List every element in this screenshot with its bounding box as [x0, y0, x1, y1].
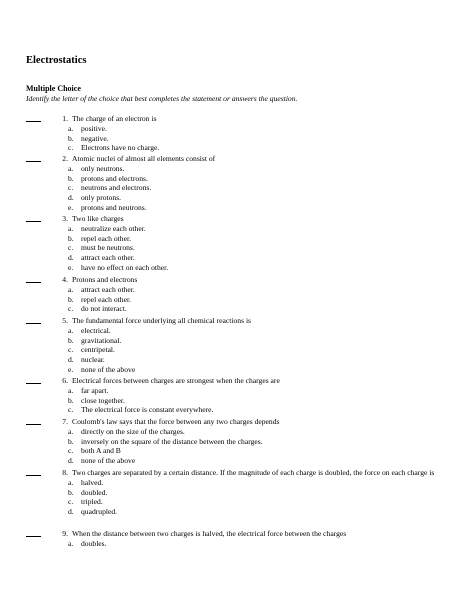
answer-choice [68, 355, 456, 365]
choice-letter: b. [68, 395, 74, 405]
choice-text: halved. [81, 477, 104, 487]
choice-letter: c. [68, 446, 74, 456]
choice-letter: b. [68, 487, 74, 497]
choice-text: neutrons and electrons. [81, 183, 152, 193]
answer-choice [68, 488, 456, 498]
choice-text: repel each other. [81, 233, 131, 243]
answer-blank[interactable] [26, 114, 41, 122]
choice-text: The electrical force is constant everywhere. [81, 405, 214, 415]
choice-letter: e. [68, 202, 74, 212]
choice-text: negative. [81, 133, 109, 143]
choice-text: protons and neutrons. [81, 202, 147, 212]
answer-choice [68, 174, 456, 184]
answer-blank[interactable] [26, 376, 41, 384]
question-stem: The fundamental force underlying all chemical reactions is [72, 316, 252, 325]
question-stem-row [26, 275, 456, 285]
answer-blank[interactable] [26, 529, 41, 537]
answer-choice [68, 203, 456, 213]
choice-letter: b. [68, 436, 74, 446]
choice-letter: c. [68, 143, 74, 153]
answer-choice [68, 497, 456, 507]
choice-letter: b. [68, 133, 74, 143]
answer-choice [68, 193, 456, 203]
question-number: 2. [62, 154, 68, 163]
choice-text: far apart. [81, 385, 109, 395]
answer-choice [68, 507, 456, 517]
answer-choice [68, 285, 456, 295]
question-number: 6. [62, 376, 68, 385]
choice-letter: e. [68, 262, 74, 272]
choice-text: tripled. [81, 497, 103, 507]
question-3 [26, 214, 456, 273]
choice-letter: b. [68, 294, 74, 304]
choice-text: do not interact. [81, 304, 127, 314]
choice-letter: c. [68, 183, 74, 193]
choice-letter: d. [68, 456, 74, 466]
choice-text: attract each other. [81, 284, 135, 294]
choice-text: must be neutrons. [81, 243, 135, 253]
question-stem: Two like charges [72, 214, 124, 223]
choice-letter: b. [68, 173, 74, 183]
answer-choice [68, 386, 456, 396]
answer-choice [68, 164, 456, 174]
choice-text: attract each other. [81, 253, 135, 263]
choice-letter: a. [68, 284, 74, 294]
choice-letter: a. [68, 385, 74, 395]
question-stem-row [26, 114, 456, 124]
choice-text: only neutrons. [81, 163, 125, 173]
answer-blank[interactable] [26, 154, 41, 162]
answer-choice [68, 143, 456, 153]
answer-blank[interactable] [26, 214, 41, 222]
question-stem-row [26, 529, 456, 539]
choice-letter: d. [68, 253, 74, 263]
answer-blank[interactable] [26, 468, 41, 476]
question-number: 1. [62, 114, 68, 123]
answer-blank[interactable] [26, 316, 41, 324]
question-number: 3. [62, 214, 68, 223]
question-7 [26, 417, 456, 466]
answer-choice [68, 243, 456, 253]
question-number: 4. [62, 275, 68, 284]
question-number: 9. [62, 529, 68, 538]
question-9 [26, 529, 456, 549]
choice-letter: c. [68, 345, 74, 355]
answer-choice [68, 295, 456, 305]
choice-letter: a. [68, 223, 74, 233]
answer-choice [68, 326, 456, 336]
choice-letter: a. [68, 538, 74, 548]
question-number: 5. [62, 316, 68, 325]
choice-text: centripetal. [81, 345, 115, 355]
choice-letter: d. [68, 355, 74, 365]
question-stem-row [26, 214, 456, 224]
question-stem-row [26, 376, 456, 386]
choice-text: repel each other. [81, 294, 131, 304]
answer-choice [68, 478, 456, 488]
answer-choice [68, 263, 456, 273]
answer-blank[interactable] [26, 275, 41, 283]
choice-text: only protons. [81, 193, 122, 203]
answer-choice [68, 539, 456, 549]
question-number: 7. [62, 417, 68, 426]
question-stem: Coulomb's law says that the force between any two charges depends [72, 417, 280, 426]
section-heading: Multiple Choice [26, 84, 81, 93]
choice-text: directly on the size of the charges. [81, 426, 185, 436]
choice-letter: c. [68, 243, 74, 253]
answer-choice [68, 304, 456, 314]
choice-letter: c. [68, 497, 74, 507]
answer-blank[interactable] [26, 417, 41, 425]
question-stem: Protons and electrons [72, 275, 138, 284]
choice-text: have no effect on each other. [81, 262, 169, 272]
answer-choice [68, 183, 456, 193]
answer-choice [68, 365, 456, 375]
answer-choice [68, 446, 456, 456]
choice-letter: a. [68, 325, 74, 335]
question-2 [26, 154, 456, 213]
question-stem-row [26, 154, 456, 164]
answer-choice [68, 345, 456, 355]
choice-text: gravitational. [81, 335, 122, 345]
choice-letter: d. [68, 193, 74, 203]
answer-choice [68, 427, 456, 437]
choice-letter: c. [68, 304, 74, 314]
choice-letter: b. [68, 233, 74, 243]
answer-choice [68, 234, 456, 244]
choice-letter: a. [68, 163, 74, 173]
question-stem: Two charges are separated by a certain distance. If the magnitude of each charge is doubled, the force on each charge is [72, 468, 435, 477]
question-stem: The charge of an electron is [72, 114, 157, 123]
choice-letter: e. [68, 364, 74, 374]
question-8 [26, 468, 456, 517]
choice-text: neutralize each other. [81, 223, 146, 233]
choice-letter: d. [68, 507, 74, 517]
answer-choice [68, 224, 456, 234]
question-stem-row [26, 468, 456, 478]
question-1 [26, 114, 456, 153]
choice-text: both A and B [81, 446, 121, 456]
question-stem: When the distance between two charges is halved, the electrical force between the charges [72, 529, 347, 538]
answer-choice [68, 124, 456, 134]
choice-text: none of the above [81, 364, 136, 374]
choice-text: nuclear. [81, 355, 105, 365]
choice-text: quadrupled. [81, 507, 118, 517]
choice-text: positive. [81, 123, 107, 133]
answer-choice [68, 253, 456, 263]
choice-text: none of the above [81, 456, 136, 466]
answer-choice [68, 134, 456, 144]
choice-text: doubled. [81, 487, 108, 497]
question-stem-row [26, 417, 456, 427]
choice-letter: b. [68, 335, 74, 345]
answer-choice [68, 405, 456, 415]
choice-text: inversely on the square of the distance between the charges. [81, 436, 263, 446]
answer-choice [68, 336, 456, 346]
question-stem: Atomic nuclei of almost all elements consist of [72, 154, 216, 163]
question-5 [26, 316, 456, 375]
question-stem-row [26, 316, 456, 326]
question-stem: Electrical forces between charges are strongest when the charges are [72, 376, 280, 385]
answer-choice [68, 456, 456, 466]
answer-choice [68, 396, 456, 406]
document-title: Electrostatics [26, 55, 87, 66]
answer-choice [68, 437, 456, 447]
choice-text: close together. [81, 395, 125, 405]
choice-letter: a. [68, 123, 74, 133]
choice-letter: a. [68, 426, 74, 436]
choice-text: electrical. [81, 325, 111, 335]
choice-text: protons and electrons. [81, 173, 148, 183]
instructions: Identify the letter of the choice that best completes the statement or answers the question. [26, 94, 298, 103]
choice-text: doubles. [81, 538, 107, 548]
choice-letter: c. [68, 405, 74, 415]
question-6 [26, 376, 456, 415]
choice-letter: a. [68, 477, 74, 487]
question-number: 8. [62, 468, 68, 477]
choice-text: Electrons have no charge. [81, 143, 160, 153]
question-4 [26, 275, 456, 314]
